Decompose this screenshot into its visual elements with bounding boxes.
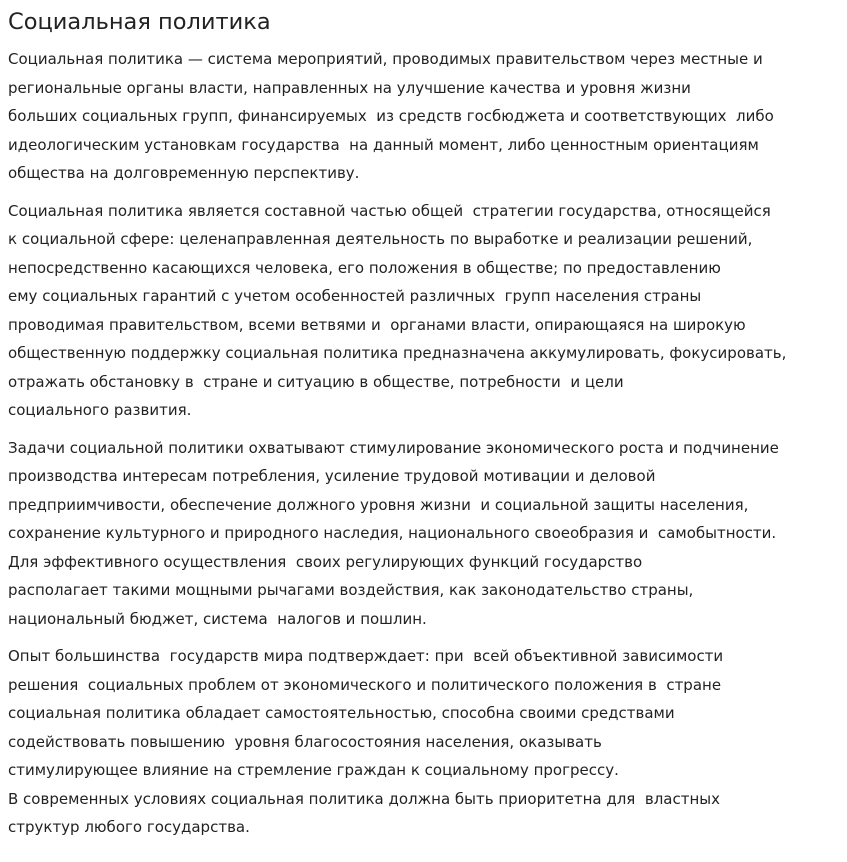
paragraph-line: содействовать повышению уровня благосостояния населения, оказывать	[8, 732, 602, 751]
paragraph-line: больших социальных групп, финансируемых из средств госбюджета и соответствующих либо	[8, 107, 774, 125]
paragraph-line: стимулирующее влияние на стремление граждан к социальному прогрессу.	[8, 761, 619, 779]
page-title: Социальная политика	[8, 9, 271, 35]
paragraph-line: Опыт большинства государств мира подтверждает: при всей объективной зависимости	[8, 647, 724, 665]
paragraph-line: сохранение культурного и природного наследия, национального своеобразия и самобытности.	[8, 524, 777, 542]
paragraph-line: идеологическим установкам государства на данный момент, либо ценностным ориентациям	[8, 135, 759, 154]
paragraph-line: В современных условиях социальная политика должна быть приоритетна для властных	[8, 789, 720, 808]
paragraph-line: Для эффективного осуществления своих регулирующих функций государство	[8, 552, 643, 571]
paragraph-line: ему социальных гарантий с учетом особенностей различных групп населения страны	[8, 287, 702, 305]
paragraph-line: структур любого государства.	[8, 818, 250, 836]
paragraph-line: непосредственно касающихся человека, его положения в обществе; по предоставлению	[8, 258, 721, 277]
paragraph-line: Социальная политика — система мероприятий, проводимых правительством через местные и	[8, 50, 763, 68]
paragraph-line: социального развития.	[8, 401, 192, 419]
paragraph-line: Социальная политика является составной частью общей стратегии государства, относящейся	[8, 201, 771, 220]
paragraph-line: решения социальных проблем от экономического и политического положения в стране	[8, 675, 722, 694]
paragraph-line: региональные органы власти, направленных на улучшение качества и уровня жизни	[8, 78, 691, 97]
paragraph-line: национальный бюджет, система налогов и пошлин.	[8, 609, 427, 628]
paragraph-line: социальная политика обладает самостоятельностью, способна своими средствами	[8, 704, 675, 722]
paragraph-1	[8, 45, 841, 188]
paragraph-line: Задачи социальной политики охватывают стимулирование экономического роста и подчинение	[8, 438, 779, 457]
paragraph-line: проводимая правительством, всеми ветвями и органами власти, опирающаяся на широкую	[8, 315, 746, 334]
paragraph-3	[8, 434, 841, 634]
paragraph-2	[8, 197, 841, 425]
paragraph-line: располагает такими мощными рычагами воздействия, как законодательство страны,	[8, 581, 694, 599]
paragraph-4	[8, 642, 841, 842]
paragraph-line: общества на долговременную перспективу.	[8, 164, 360, 182]
paragraph-line: предприимчивости, обеспечение должного уровня жизни и социальной защиты населения,	[8, 495, 749, 514]
paragraph-line: отражать обстановку в стране и ситуацию в обществе, потребности и цели	[8, 372, 624, 391]
paragraph-line: производства интересам потребления, усиление трудовой мотивации и деловой	[8, 467, 656, 485]
paragraph-line: к социальной сфере: целенаправленная деятельность по выработке и реализации решений,	[8, 230, 753, 248]
paragraph-line: общественную поддержку социальная политика предназначена аккумулировать, фокусировать,	[8, 344, 787, 362]
